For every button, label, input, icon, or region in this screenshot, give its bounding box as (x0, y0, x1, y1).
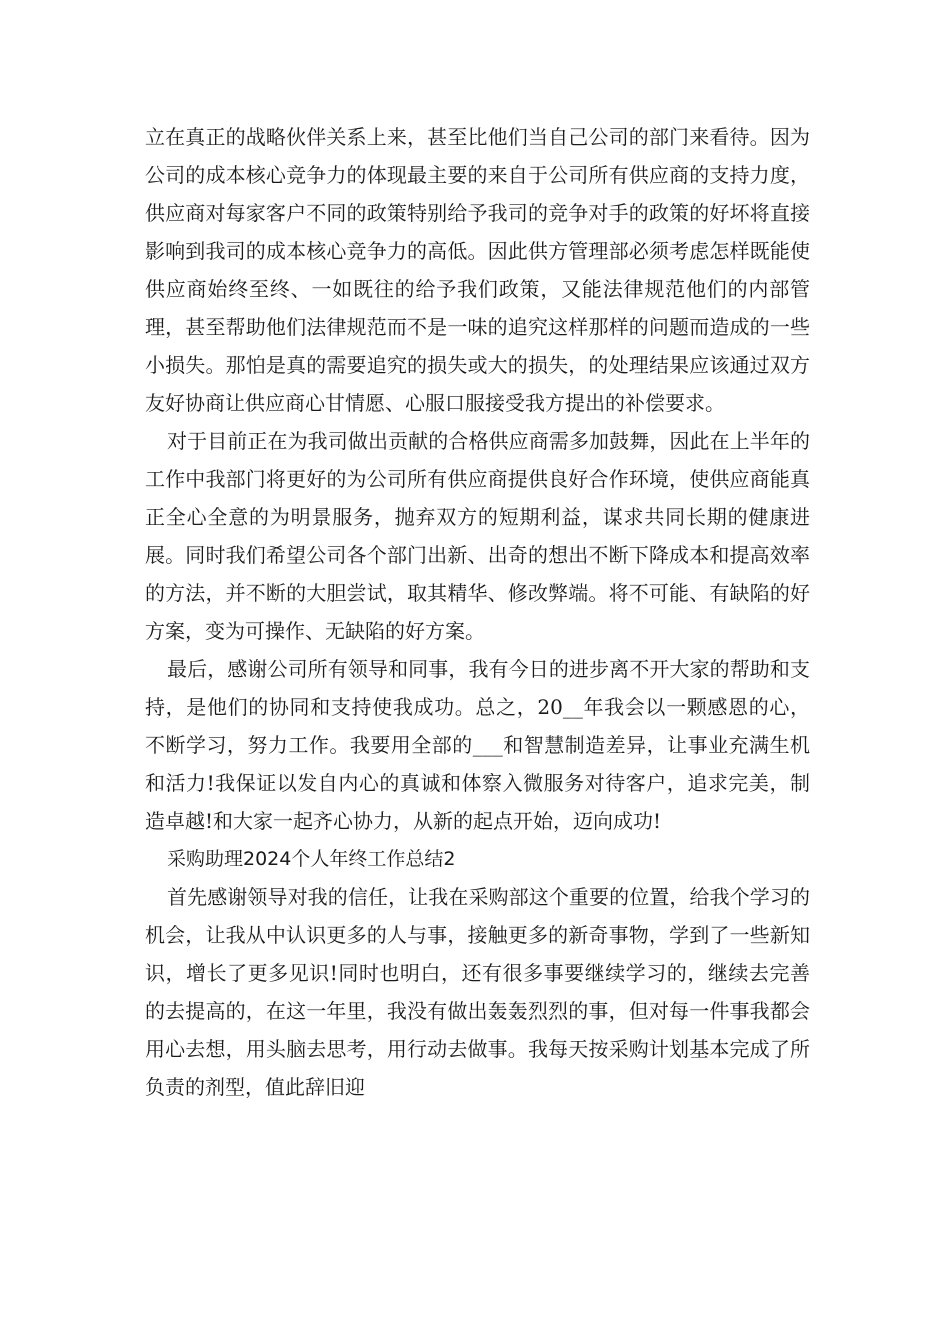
paragraph-supplier-partnership: 立在真正的战略伙伴关系上来，甚至比他们当自己公司的部门来看待。因为公司的成本核心竞争力的体现最主要的来自于公司所有供应商的支持力度，供应商对每家客户不同的政策特别给予我司的竞争对手的政策的好坏将直接影响到我司的成本核心竞争力的高低。因此供方管理部必须考虑怎样既能使供应商始终至终、一如既往的给予我们政策，又能法律规范他们的内部管理，甚至帮助他们法律规范而不是一味的追究这样那样的问题而造成的一些小损失。那怕是真的需要追究的损失或大的损失，的处理结果应该通过双方友好协商让供应商心甘情愿、心服口服接受我方提出的补偿要求。 (145, 125, 810, 415)
paragraph-section-intro: 首先感谢领导对我的信任，让我在采购部这个重要的位置，给我个学习的机会，让我从中认识更多的人与事，接触更多的新奇事物，学到了一些新知识，增长了更多见识!同时也明白，还有很多事要继续学习的，继续去完善的去提高的，在这一年里，我没有做出轰轰烈烈的事，但对每一件事我都会用心去想，用头脑去思考，用行动去做事。我每天按采购计划基本完成了所负责的剂型，值此辞旧迎 (145, 885, 810, 1099)
section-heading: 采购助理2024个人年终工作总结2 (167, 848, 456, 870)
paragraph-closing-thanks: 最后，感谢公司所有领导和同事，我有今日的进步离不开大家的帮助和支持，是他们的协同和支持使我成功。总之，20__年我会以一颗感恩的心，不断学习，努力工作。我要用全部的___和智慧制造差异，让事业充满生机和活力!我保证以发自内心的真诚和体察入微服务对待客户，追求完美，制造卓越!和大家一起齐心协力，从新的起点开始，迈向成功! (145, 657, 810, 833)
document-body (145, 118, 810, 1106)
paragraph-supplier-encouragement: 对于目前正在为我司做出贡献的合格供应商需多加鼓舞，因此在上半年的工作中我部门将更好的为公司所有供应商提供良好合作环境，使供应商能真正全心全意的为明景服务，抛弃双方的短期利益，谋求共同长期的健康进展。同时我们希望公司各个部门出新、出奇的想出不断下降成本和提高效率的方法，并不断的大胆尝试，取其精华、修改弊端。将不可能、有缺陷的好方案，变为可操作、无缺陷的好方案。 (145, 429, 810, 643)
